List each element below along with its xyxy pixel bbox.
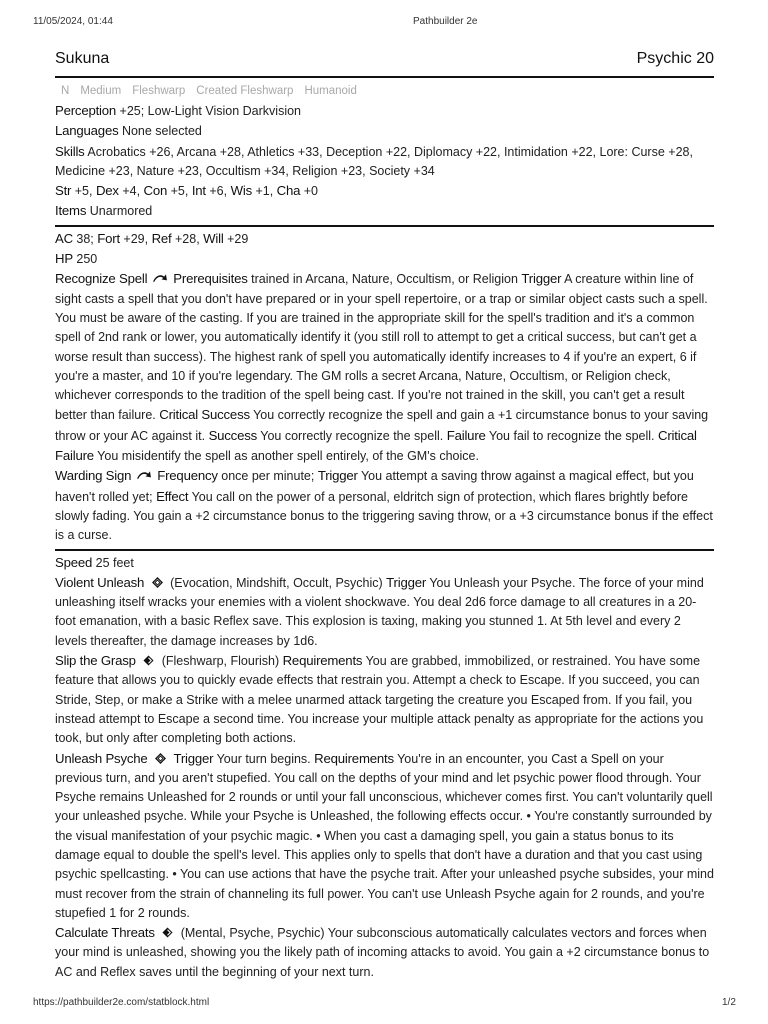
free-action-diamond-icon — [149, 577, 166, 588]
trait-list — [61, 85, 714, 97]
ability-violent-unleash: Violent Unleash (Evocation, Mindshift, Occult, Psychic) Trigger You Unleash your Psyche. The force of your mind unleashing itself wracks your enemies with a violent shockwave. You deal 2d6 force damage to all creatures in a 20-foot emanation, with a basic Reflex save. This explosion is taxing, making you stunned 1. At 5th level and every 2 levels thereafter, the damage increases by 1d6. — [55, 574, 704, 648]
print-datetime: 11/05/2024, 01:44 — [33, 16, 113, 27]
class-level: Psychic 20 — [636, 50, 714, 67]
ability-scores-line: Str +5, Dex +4, Con +5, Int +6, Wis +1, Cha +0 — [55, 183, 319, 199]
single-action-diamond-icon — [159, 927, 176, 938]
free-action-diamond-icon — [152, 753, 169, 764]
trait-alignment: N — [61, 85, 70, 97]
offense-divider — [55, 549, 714, 551]
trait-type: Humanoid — [304, 85, 357, 97]
creature-name: Sukuna — [55, 50, 110, 67]
reaction-arrow-icon — [136, 470, 153, 481]
saves-line: AC 38; Fort +29, Ref +28, Will +29 — [55, 230, 249, 246]
languages-line: Languages None selected — [55, 123, 202, 139]
speed-line: Speed 25 feet — [55, 554, 134, 570]
single-action-diamond-icon — [140, 655, 157, 666]
print-url: https://pathbuilder2e.com/statblock.html — [33, 997, 210, 1008]
hp-line: HP 250 — [55, 251, 98, 267]
defense-divider — [55, 225, 714, 227]
ability-unleash-psyche: Unleash Psyche Trigger Your turn begins. Requirements You're in an encounter, you Cast a Spell on your previous turn, and you aren't stupefied. You call on the depths of your mind and let psychic power flood through. Your Psyche remains Unleashed for 2 rounds or until your fall unconscious, whichever comes first. You can't voluntarily quell your unleashed psyche. While your Psyche is Unleashed, the following effects occur. • You're constantly surrounded by the visual manifestation of your psychic magic. • When you cast a damaging spell, you gain a status bonus to its damage equal to double the spell's level. This applies only to spells that don't have a duration and that you cast using psychic spellcasting. • You can use actions that have the psyche trait. After your unleashed psyche subsides, your mind must recover from the strain of channeling its full power. You can't use Unleash Psyche again for 2 rounds, and you're stupefied 1 for 2 rounds. — [55, 750, 714, 920]
title-bar — [55, 50, 714, 74]
skills-line: Skills Acrobatics +26, Arcana +28, Athletics +33, Deception +22, Diplomacy +22, Intimidation +22, Lore: Curse +28, Medicine +23, Nature +23, Occultism +34, Religion +23, Society +34 — [55, 143, 693, 178]
ability-warding-sign: Warding Sign Frequency once per minute; Trigger You attempt a saving throw against a magical effect, but you haven't rolled yet; Effect You call on the power of a personal, eldritch sign of protection, which flares brightly before slowly fading. You gain a +2 circumstance bonus to the triggering saving throw, or a +3 circumstance bonus if the effect is a curse. — [55, 468, 713, 543]
trait-heritage: Created Fleshwarp — [196, 85, 294, 97]
ability-slip-the-grasp: Slip the Grasp (Fleshwarp, Flourish) Requirements You are grabbed, immobilized, or restrained. You have some feature that allows you to quickly evade effects that restrain you. Attempt a check to Escape. If you succeed, you can Stride, Step, or make a Strike with a melee unarmed attack targeting the creature you Escaped from. If you fail, you instead attempt to Escape a second time. You increase your multiple attack penalty as appropriate for the actions you took, but only after completing both actions. — [55, 653, 704, 746]
ability-calculate-threats: Calculate Threats (Mental, Psyche, Psychic) Your subconscious automatically calculates vectors and forces when your mind is unleashed, showing you the likely path of incoming attacks to avoid. You gain a +2 circumstance bonus to AC and Reflex saves until the beginning of your next turn. — [55, 925, 710, 979]
print-page-title: Pathbuilder 2e — [413, 16, 478, 27]
print-page-number: 1/2 — [722, 997, 736, 1008]
items-line: Items Unarmored — [55, 203, 153, 219]
perception-line: Perception +25; Low-Light Vision Darkvision — [55, 103, 301, 118]
ability-recognize-spell: Recognize Spell Prerequisites trained in Arcana, Nature, Occultism, or Religion Trigger A creature within line of sight casts a spell that you don't have prepared or in your spell repertoire, or a trap or similar object casts such a spell. You must be aware of the casting. If you are trained in the appropriate skill for the spell's tradition and it's a common spell of 2nd rank or lower, you automatically identify it (you still roll to attempt to get a critical success, but can't get a worse result than success). The highest rank of spell you automatically identify increases to 4 if you're an expert, 6 if you're a master, and 10 if you're legendary. The GM rolls a secret Arcana, Nature, Occultism, or Religion check, whichever corresponds to the tradition of the spell being cast. If you're not trained in the skill, you can't get a result better than failure. Critical Success You correctly recognize the spell and gain a +1 circumstance bonus to your saving throw or your AC against it. Success You correctly recognize the spell. Failure You fail to recognize the spell. Critical Failure You misidentify the spell as another spell entirely, of the GM's choice. — [55, 271, 709, 464]
trait-ancestry: Fleshwarp — [132, 85, 186, 97]
reaction-arrow-icon — [152, 273, 169, 284]
statblock — [55, 50, 714, 982]
title-divider — [55, 76, 714, 78]
trait-size: Medium — [80, 85, 122, 97]
